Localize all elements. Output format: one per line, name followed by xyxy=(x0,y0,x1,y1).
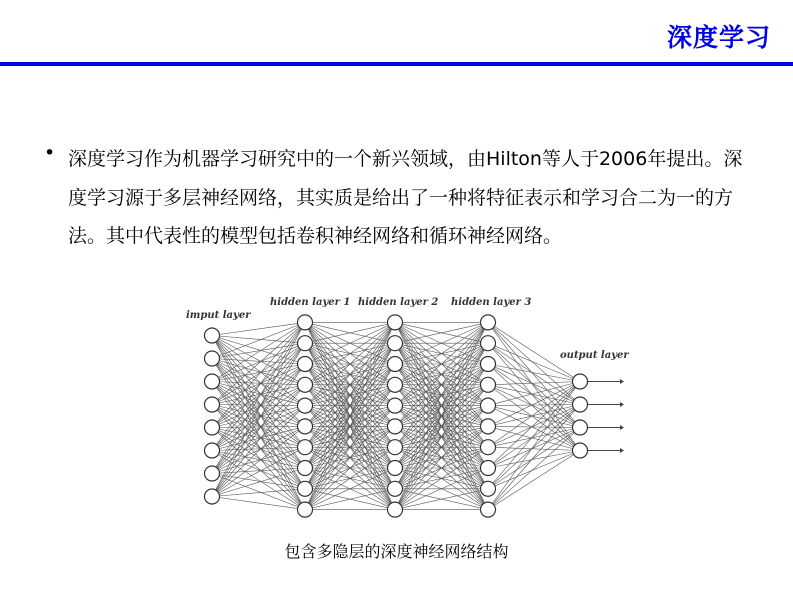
connection-edge xyxy=(212,497,305,510)
neuron-node xyxy=(388,315,403,330)
connection-edge xyxy=(488,322,580,427)
connection-edge xyxy=(212,322,305,496)
connection-edge xyxy=(212,336,305,510)
neuron-node xyxy=(298,398,313,413)
figure-caption: 包含多隐层的深度神经网络结构 xyxy=(284,542,509,561)
neuron-node xyxy=(205,420,220,435)
neuron-node xyxy=(481,481,496,496)
neuron-node xyxy=(298,481,313,496)
neuron-node xyxy=(481,461,496,476)
connection-edge xyxy=(212,336,305,385)
neuron-node xyxy=(205,351,220,366)
connection-edge xyxy=(488,426,580,427)
connection-edge xyxy=(488,343,580,381)
neuron-node xyxy=(298,419,313,434)
connection-edge xyxy=(488,405,580,406)
arrow-head-icon xyxy=(620,379,624,384)
neuron-node xyxy=(573,443,588,458)
neuron-node xyxy=(388,398,403,413)
connection-edge xyxy=(212,322,305,335)
connection-edge xyxy=(488,322,580,404)
connection-edge xyxy=(488,382,580,489)
connection-edge xyxy=(212,405,305,406)
arrow-head-icon xyxy=(620,402,624,407)
neuron-node xyxy=(298,357,313,372)
neuron-node xyxy=(298,336,313,351)
slide-title: 深度学习 xyxy=(666,23,771,52)
arrow-head-icon xyxy=(620,425,624,430)
neuron-node xyxy=(205,328,220,343)
bullet-marker: • xyxy=(44,142,56,164)
neuron-node xyxy=(205,374,220,389)
neuron-node xyxy=(388,377,403,392)
connection-edge xyxy=(212,474,305,510)
neuron-node xyxy=(388,357,403,372)
neuron-node xyxy=(481,419,496,434)
neuron-node xyxy=(481,502,496,517)
neuron-node xyxy=(481,440,496,455)
layer-label: hidden layer 1 xyxy=(270,297,351,308)
neuron-node xyxy=(298,440,313,455)
neuron-node xyxy=(298,502,313,517)
connection-edge xyxy=(212,447,305,496)
connection-edge xyxy=(212,468,305,497)
neuron-node xyxy=(205,443,220,458)
bullet-paragraph: 深度学习作为机器学习研究中的一个新兴领域，由Hilton等人于2006年提出。深度学习源于多层神经网络，其实质是给出了一种将特征表示和学习合二为一的方法。其中代表性的模型包括卷积神经网络和循环神经网络。 xyxy=(68,148,743,247)
connection-edge xyxy=(488,406,580,428)
neuron-node xyxy=(388,481,403,496)
neuron-node xyxy=(298,377,313,392)
neuron-node xyxy=(573,374,588,389)
neuron-node xyxy=(481,336,496,351)
neuron-node xyxy=(481,398,496,413)
neuron-node xyxy=(205,397,220,412)
neuron-node xyxy=(481,357,496,372)
neuron-node xyxy=(388,419,403,434)
connection-edge xyxy=(212,322,305,358)
connection-edge xyxy=(488,451,580,489)
connection-edge xyxy=(212,426,305,427)
layer-label: hidden layer 3 xyxy=(451,297,532,308)
layer-label: output layer xyxy=(560,350,629,361)
connection-edge xyxy=(488,382,580,510)
connection-edge xyxy=(488,405,580,510)
neuron-node xyxy=(481,315,496,330)
neuron-node xyxy=(573,397,588,412)
neuron-node xyxy=(298,315,313,330)
layer-label: hidden layer 2 xyxy=(358,297,439,308)
connection-edge xyxy=(488,405,580,427)
neuron-node xyxy=(205,466,220,481)
connection-edge xyxy=(488,428,580,510)
neuron-node xyxy=(298,461,313,476)
connection-edge xyxy=(212,322,305,450)
neuron-node xyxy=(573,420,588,435)
neuron-node xyxy=(388,502,403,517)
connection-edge xyxy=(488,322,580,450)
layer-label: imput layer xyxy=(186,310,251,321)
connection-edge xyxy=(488,382,580,427)
neuron-node xyxy=(205,489,220,504)
neuron-node xyxy=(481,377,496,392)
neuron-node xyxy=(388,461,403,476)
arrow-head-icon xyxy=(620,448,624,453)
neuron-node xyxy=(388,440,403,455)
neuron-node xyxy=(388,336,403,351)
connection-edge xyxy=(212,489,305,497)
connection-edge xyxy=(488,406,580,451)
connection-edge xyxy=(212,382,305,510)
